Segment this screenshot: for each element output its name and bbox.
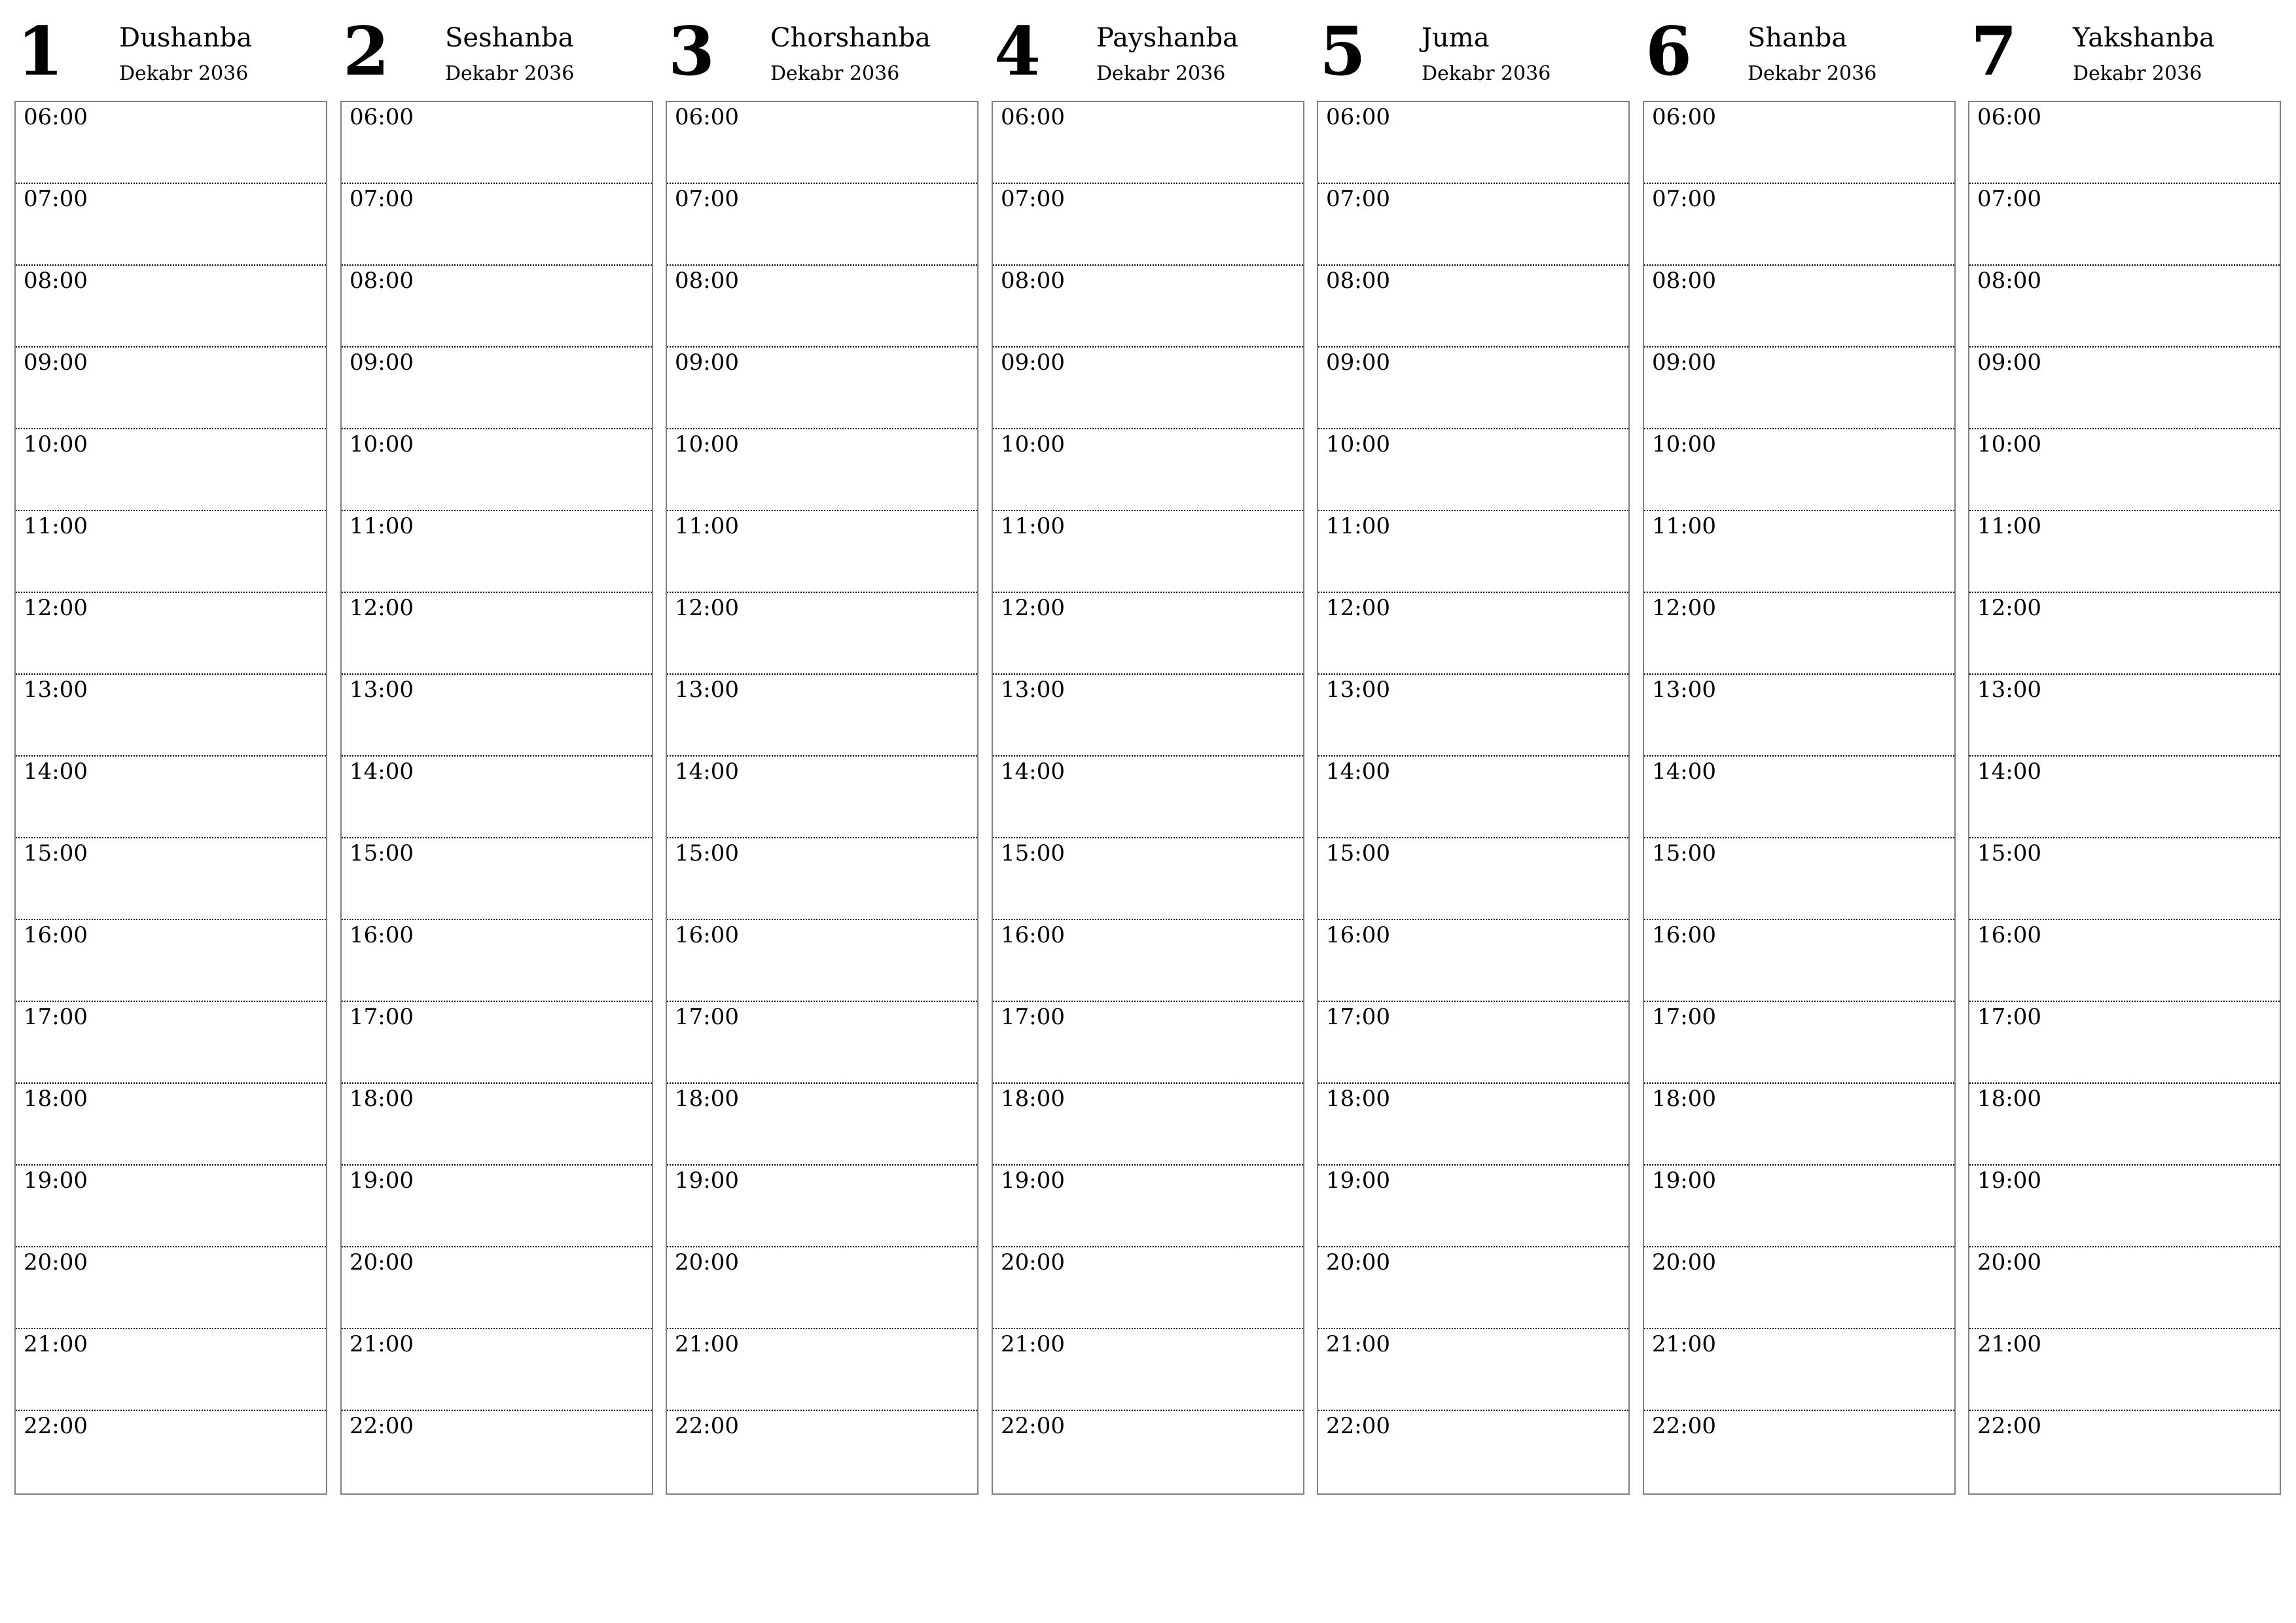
time-label: 17:00 bbox=[1001, 1004, 1065, 1030]
time-slot[interactable] bbox=[342, 1084, 652, 1166]
day-name: Seshanba bbox=[445, 23, 574, 53]
time-slot[interactable] bbox=[1969, 511, 2280, 593]
time-label: 10:00 bbox=[1001, 431, 1065, 457]
time-slot[interactable] bbox=[1969, 184, 2280, 266]
time-slot[interactable] bbox=[16, 429, 326, 511]
time-label: 18:00 bbox=[675, 1086, 739, 1112]
day-month: Dekabr 2036 bbox=[1096, 62, 1226, 85]
time-label: 22:00 bbox=[1977, 1413, 2041, 1439]
time-slot[interactable] bbox=[1644, 266, 1954, 348]
time-slot[interactable] bbox=[667, 838, 977, 920]
time-slot[interactable] bbox=[993, 1002, 1303, 1084]
time-slot[interactable] bbox=[16, 757, 326, 838]
time-slot[interactable] bbox=[993, 184, 1303, 266]
day-month: Dekabr 2036 bbox=[1422, 62, 1551, 85]
time-label: 19:00 bbox=[675, 1168, 739, 1194]
day-column bbox=[14, 0, 327, 1623]
time-label: 21:00 bbox=[350, 1331, 414, 1357]
day-name: Payshanba bbox=[1096, 23, 1238, 53]
time-slot[interactable] bbox=[16, 266, 326, 348]
day-number: 7 bbox=[1971, 12, 2017, 91]
day-number: 6 bbox=[1645, 12, 1692, 91]
time-label: 18:00 bbox=[1326, 1086, 1390, 1112]
day-column bbox=[992, 0, 1304, 1623]
time-label: 09:00 bbox=[1652, 349, 1716, 376]
time-label: 06:00 bbox=[1977, 104, 2041, 130]
time-label: 15:00 bbox=[24, 840, 88, 866]
time-slot[interactable] bbox=[16, 675, 326, 757]
time-slot[interactable] bbox=[1318, 593, 1628, 675]
time-label: 08:00 bbox=[350, 268, 414, 294]
time-label: 13:00 bbox=[1652, 677, 1716, 703]
time-label: 08:00 bbox=[1001, 268, 1065, 294]
time-label: 15:00 bbox=[1977, 840, 2041, 866]
time-label: 16:00 bbox=[1652, 922, 1716, 948]
time-label: 20:00 bbox=[675, 1249, 739, 1275]
time-slot[interactable] bbox=[1318, 348, 1628, 429]
time-slot[interactable] bbox=[993, 757, 1303, 838]
time-label: 07:00 bbox=[1326, 186, 1390, 212]
time-label: 09:00 bbox=[1326, 349, 1390, 376]
day-schedule bbox=[14, 101, 327, 1495]
time-slot[interactable] bbox=[1969, 1329, 2280, 1411]
time-label: 11:00 bbox=[24, 513, 88, 539]
time-slot[interactable] bbox=[993, 429, 1303, 511]
time-label: 21:00 bbox=[1652, 1331, 1716, 1357]
time-label: 21:00 bbox=[675, 1331, 739, 1357]
time-label: 20:00 bbox=[24, 1249, 88, 1275]
time-label: 14:00 bbox=[1326, 758, 1390, 785]
time-label: 20:00 bbox=[350, 1249, 414, 1275]
time-slot[interactable] bbox=[993, 1084, 1303, 1166]
time-slot[interactable] bbox=[16, 1247, 326, 1329]
time-label: 22:00 bbox=[1001, 1413, 1065, 1439]
time-slot[interactable] bbox=[342, 1166, 652, 1247]
time-slot[interactable] bbox=[1969, 757, 2280, 838]
time-label: 17:00 bbox=[1652, 1004, 1716, 1030]
time-slot[interactable] bbox=[993, 1247, 1303, 1329]
time-slot[interactable] bbox=[993, 266, 1303, 348]
time-slot[interactable] bbox=[342, 429, 652, 511]
time-slot[interactable] bbox=[667, 348, 977, 429]
time-slot[interactable] bbox=[1318, 184, 1628, 266]
time-slot[interactable] bbox=[993, 675, 1303, 757]
time-label: 18:00 bbox=[1652, 1086, 1716, 1112]
time-slot[interactable] bbox=[1644, 1247, 1954, 1329]
time-label: 19:00 bbox=[1977, 1168, 2041, 1194]
time-slot[interactable] bbox=[1318, 1411, 1628, 1493]
time-label: 16:00 bbox=[675, 922, 739, 948]
time-label: 12:00 bbox=[24, 595, 88, 621]
time-slot[interactable] bbox=[667, 184, 977, 266]
time-label: 12:00 bbox=[1326, 595, 1390, 621]
time-slot[interactable] bbox=[667, 920, 977, 1002]
time-slot[interactable] bbox=[1969, 1411, 2280, 1493]
time-label: 10:00 bbox=[24, 431, 88, 457]
day-month: Dekabr 2036 bbox=[119, 62, 249, 85]
time-label: 11:00 bbox=[1652, 513, 1716, 539]
time-label: 06:00 bbox=[675, 104, 739, 130]
time-slot[interactable] bbox=[993, 348, 1303, 429]
time-slot[interactable] bbox=[667, 1411, 977, 1493]
time-label: 13:00 bbox=[350, 677, 414, 703]
time-slot[interactable] bbox=[993, 1411, 1303, 1493]
time-label: 12:00 bbox=[1977, 595, 2041, 621]
time-slot[interactable] bbox=[1318, 675, 1628, 757]
time-slot[interactable] bbox=[1644, 348, 1954, 429]
time-label: 22:00 bbox=[1326, 1413, 1390, 1439]
time-label: 19:00 bbox=[1001, 1168, 1065, 1194]
day-schedule bbox=[1968, 101, 2281, 1495]
time-label: 21:00 bbox=[1977, 1331, 2041, 1357]
time-slot[interactable] bbox=[667, 266, 977, 348]
time-slot[interactable] bbox=[1969, 1002, 2280, 1084]
time-label: 20:00 bbox=[1977, 1249, 2041, 1275]
time-label: 21:00 bbox=[1001, 1331, 1065, 1357]
time-slot[interactable] bbox=[993, 102, 1303, 184]
time-slot[interactable] bbox=[667, 1166, 977, 1247]
day-header bbox=[340, 0, 653, 98]
time-slot[interactable] bbox=[1969, 266, 2280, 348]
time-label: 08:00 bbox=[1326, 268, 1390, 294]
time-label: 13:00 bbox=[1326, 677, 1390, 703]
time-label: 10:00 bbox=[1977, 431, 2041, 457]
time-slot[interactable] bbox=[342, 920, 652, 1002]
time-label: 08:00 bbox=[1977, 268, 2041, 294]
time-label: 17:00 bbox=[675, 1004, 739, 1030]
time-label: 14:00 bbox=[350, 758, 414, 785]
time-label: 16:00 bbox=[1326, 922, 1390, 948]
day-number: 5 bbox=[1319, 12, 1366, 91]
time-slot[interactable] bbox=[1318, 1166, 1628, 1247]
time-slot[interactable] bbox=[1318, 102, 1628, 184]
time-slot[interactable] bbox=[1969, 102, 2280, 184]
time-slot[interactable] bbox=[16, 511, 326, 593]
time-slot[interactable] bbox=[667, 757, 977, 838]
time-slot[interactable] bbox=[1318, 1002, 1628, 1084]
time-label: 17:00 bbox=[24, 1004, 88, 1030]
time-label: 11:00 bbox=[1001, 513, 1065, 539]
time-label: 13:00 bbox=[675, 677, 739, 703]
time-slot[interactable] bbox=[1318, 838, 1628, 920]
time-label: 11:00 bbox=[350, 513, 414, 539]
time-label: 10:00 bbox=[675, 431, 739, 457]
time-slot[interactable] bbox=[1644, 1166, 1954, 1247]
time-slot[interactable] bbox=[1969, 1247, 2280, 1329]
time-slot[interactable] bbox=[1318, 511, 1628, 593]
time-slot[interactable] bbox=[342, 511, 652, 593]
time-slot[interactable] bbox=[16, 1411, 326, 1493]
day-name: Juma bbox=[1422, 23, 1490, 53]
time-slot[interactable] bbox=[993, 511, 1303, 593]
time-label: 15:00 bbox=[675, 840, 739, 866]
time-slot[interactable] bbox=[1318, 266, 1628, 348]
day-name: Yakshanba bbox=[2073, 23, 2215, 53]
day-column bbox=[340, 0, 653, 1623]
time-label: 14:00 bbox=[24, 758, 88, 785]
time-slot[interactable] bbox=[16, 920, 326, 1002]
day-month: Dekabr 2036 bbox=[445, 62, 575, 85]
day-column bbox=[1968, 0, 2281, 1623]
day-header bbox=[1643, 0, 1956, 98]
time-label: 11:00 bbox=[675, 513, 739, 539]
time-label: 06:00 bbox=[24, 104, 88, 130]
time-label: 07:00 bbox=[350, 186, 414, 212]
time-slot[interactable] bbox=[1644, 511, 1954, 593]
time-label: 14:00 bbox=[1001, 758, 1065, 785]
time-slot[interactable] bbox=[667, 429, 977, 511]
time-slot[interactable] bbox=[1318, 1084, 1628, 1166]
day-header bbox=[992, 0, 1304, 98]
time-slot[interactable] bbox=[342, 184, 652, 266]
day-number: 4 bbox=[994, 12, 1041, 91]
time-label: 09:00 bbox=[1001, 349, 1065, 376]
time-slot[interactable] bbox=[342, 266, 652, 348]
time-slot[interactable] bbox=[1644, 920, 1954, 1002]
day-month: Dekabr 2036 bbox=[770, 62, 900, 85]
day-column bbox=[1317, 0, 1630, 1623]
day-header bbox=[1968, 0, 2281, 98]
time-label: 18:00 bbox=[24, 1086, 88, 1112]
time-label: 07:00 bbox=[1977, 186, 2041, 212]
day-column bbox=[666, 0, 978, 1623]
time-label: 08:00 bbox=[24, 268, 88, 294]
day-schedule bbox=[992, 101, 1304, 1495]
day-column bbox=[1643, 0, 1956, 1623]
time-slot[interactable] bbox=[993, 920, 1303, 1002]
day-number: 1 bbox=[17, 12, 63, 91]
time-label: 18:00 bbox=[350, 1086, 414, 1112]
time-label: 06:00 bbox=[350, 104, 414, 130]
time-slot[interactable] bbox=[342, 348, 652, 429]
time-label: 22:00 bbox=[24, 1413, 88, 1439]
time-label: 09:00 bbox=[675, 349, 739, 376]
time-slot[interactable] bbox=[1969, 920, 2280, 1002]
time-slot[interactable] bbox=[667, 675, 977, 757]
time-label: 13:00 bbox=[1977, 677, 2041, 703]
time-slot[interactable] bbox=[1969, 1166, 2280, 1247]
time-slot[interactable] bbox=[1644, 757, 1954, 838]
time-slot[interactable] bbox=[342, 1247, 652, 1329]
time-label: 18:00 bbox=[1001, 1086, 1065, 1112]
time-label: 22:00 bbox=[350, 1413, 414, 1439]
time-label: 16:00 bbox=[1001, 922, 1065, 948]
time-slot[interactable] bbox=[16, 102, 326, 184]
day-number: 3 bbox=[668, 12, 715, 91]
day-schedule bbox=[1317, 101, 1630, 1495]
day-name: Shanba bbox=[1748, 23, 1848, 53]
time-label: 11:00 bbox=[1326, 513, 1390, 539]
time-label: 14:00 bbox=[1977, 758, 2041, 785]
time-slot[interactable] bbox=[16, 1166, 326, 1247]
time-slot[interactable] bbox=[342, 675, 652, 757]
time-label: 08:00 bbox=[1652, 268, 1716, 294]
time-label: 20:00 bbox=[1001, 1249, 1065, 1275]
time-label: 09:00 bbox=[24, 349, 88, 376]
day-header bbox=[666, 0, 978, 98]
time-slot[interactable] bbox=[993, 838, 1303, 920]
time-slot[interactable] bbox=[16, 1002, 326, 1084]
time-slot[interactable] bbox=[1969, 838, 2280, 920]
time-label: 08:00 bbox=[675, 268, 739, 294]
time-label: 16:00 bbox=[24, 922, 88, 948]
time-slot[interactable] bbox=[1969, 593, 2280, 675]
time-label: 07:00 bbox=[1652, 186, 1716, 212]
time-label: 15:00 bbox=[350, 840, 414, 866]
day-number: 2 bbox=[343, 12, 389, 91]
time-slot[interactable] bbox=[16, 1329, 326, 1411]
time-label: 09:00 bbox=[350, 349, 414, 376]
weekly-planner bbox=[14, 0, 2292, 1623]
time-label: 12:00 bbox=[1652, 595, 1716, 621]
day-schedule bbox=[340, 101, 653, 1495]
time-label: 13:00 bbox=[24, 677, 88, 703]
time-label: 06:00 bbox=[1001, 104, 1065, 130]
time-label: 16:00 bbox=[1977, 922, 2041, 948]
time-label: 12:00 bbox=[1001, 595, 1065, 621]
time-slot[interactable] bbox=[342, 102, 652, 184]
time-label: 07:00 bbox=[675, 186, 739, 212]
time-slot[interactable] bbox=[16, 838, 326, 920]
time-slot[interactable] bbox=[1318, 920, 1628, 1002]
time-slot[interactable] bbox=[1969, 429, 2280, 511]
time-slot[interactable] bbox=[1969, 1084, 2280, 1166]
time-slot[interactable] bbox=[1644, 184, 1954, 266]
time-label: 12:00 bbox=[675, 595, 739, 621]
time-label: 13:00 bbox=[1001, 677, 1065, 703]
time-label: 17:00 bbox=[1326, 1004, 1390, 1030]
time-label: 19:00 bbox=[1326, 1168, 1390, 1194]
time-label: 17:00 bbox=[350, 1004, 414, 1030]
time-slot[interactable] bbox=[993, 1166, 1303, 1247]
time-slot[interactable] bbox=[1644, 675, 1954, 757]
time-slot[interactable] bbox=[1644, 1329, 1954, 1411]
day-month: Dekabr 2036 bbox=[1748, 62, 1877, 85]
time-slot[interactable] bbox=[16, 1084, 326, 1166]
time-label: 19:00 bbox=[350, 1168, 414, 1194]
time-label: 15:00 bbox=[1001, 840, 1065, 866]
time-slot[interactable] bbox=[1644, 1411, 1954, 1493]
time-label: 16:00 bbox=[350, 922, 414, 948]
time-label: 19:00 bbox=[1652, 1168, 1716, 1194]
time-slot[interactable] bbox=[342, 838, 652, 920]
time-slot[interactable] bbox=[667, 511, 977, 593]
time-slot[interactable] bbox=[667, 593, 977, 675]
time-slot[interactable] bbox=[1969, 348, 2280, 429]
time-slot[interactable] bbox=[1969, 675, 2280, 757]
time-label: 07:00 bbox=[24, 186, 88, 212]
day-header bbox=[1317, 0, 1630, 98]
day-schedule bbox=[666, 101, 978, 1495]
time-label: 10:00 bbox=[1326, 431, 1390, 457]
day-schedule bbox=[1643, 101, 1956, 1495]
time-label: 10:00 bbox=[350, 431, 414, 457]
time-label: 21:00 bbox=[24, 1331, 88, 1357]
time-label: 20:00 bbox=[1326, 1249, 1390, 1275]
time-label: 12:00 bbox=[350, 595, 414, 621]
time-label: 06:00 bbox=[1652, 104, 1716, 130]
time-slot[interactable] bbox=[1318, 429, 1628, 511]
time-slot[interactable] bbox=[16, 348, 326, 429]
time-slot[interactable] bbox=[1644, 1002, 1954, 1084]
time-label: 15:00 bbox=[1326, 840, 1390, 866]
time-label: 14:00 bbox=[1652, 758, 1716, 785]
time-slot[interactable] bbox=[342, 593, 652, 675]
time-label: 17:00 bbox=[1977, 1004, 2041, 1030]
time-label: 21:00 bbox=[1326, 1331, 1390, 1357]
day-name: Dushanba bbox=[119, 23, 253, 53]
time-label: 20:00 bbox=[1652, 1249, 1716, 1275]
time-label: 19:00 bbox=[24, 1168, 88, 1194]
time-label: 14:00 bbox=[675, 758, 739, 785]
time-label: 10:00 bbox=[1652, 431, 1716, 457]
time-label: 22:00 bbox=[675, 1413, 739, 1439]
time-slot[interactable] bbox=[1644, 1084, 1954, 1166]
time-label: 18:00 bbox=[1977, 1086, 2041, 1112]
time-label: 06:00 bbox=[1326, 104, 1390, 130]
time-slot[interactable] bbox=[16, 184, 326, 266]
time-label: 22:00 bbox=[1652, 1413, 1716, 1439]
time-slot[interactable] bbox=[667, 102, 977, 184]
time-slot[interactable] bbox=[993, 1329, 1303, 1411]
time-slot[interactable] bbox=[342, 1002, 652, 1084]
day-header bbox=[14, 0, 327, 98]
time-slot[interactable] bbox=[1644, 429, 1954, 511]
time-slot[interactable] bbox=[342, 1411, 652, 1493]
time-slot[interactable] bbox=[667, 1247, 977, 1329]
time-label: 07:00 bbox=[1001, 186, 1065, 212]
time-label: 11:00 bbox=[1977, 513, 2041, 539]
time-slot[interactable] bbox=[1318, 757, 1628, 838]
time-slot[interactable] bbox=[993, 593, 1303, 675]
time-slot[interactable] bbox=[1644, 593, 1954, 675]
time-slot[interactable] bbox=[16, 593, 326, 675]
day-name: Chorshanba bbox=[770, 23, 931, 53]
day-month: Dekabr 2036 bbox=[2073, 62, 2202, 85]
time-slot[interactable] bbox=[1318, 1247, 1628, 1329]
time-slot[interactable] bbox=[1644, 102, 1954, 184]
time-slot[interactable] bbox=[342, 757, 652, 838]
time-slot[interactable] bbox=[342, 1329, 652, 1411]
time-label: 15:00 bbox=[1652, 840, 1716, 866]
time-slot[interactable] bbox=[1644, 838, 1954, 920]
time-slot[interactable] bbox=[667, 1084, 977, 1166]
time-label: 09:00 bbox=[1977, 349, 2041, 376]
time-slot[interactable] bbox=[667, 1002, 977, 1084]
time-slot[interactable] bbox=[1318, 1329, 1628, 1411]
time-slot[interactable] bbox=[667, 1329, 977, 1411]
